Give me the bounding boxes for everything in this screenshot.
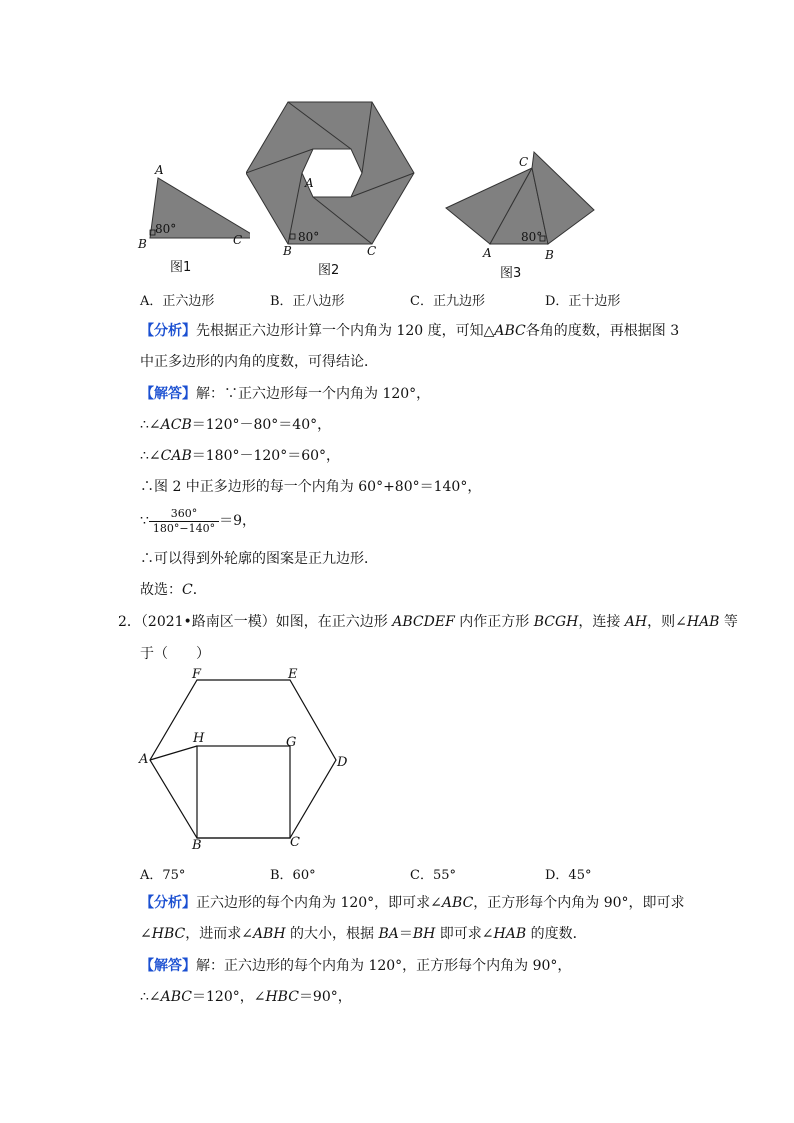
fig2-label-a: A — [305, 176, 314, 190]
q2-square — [197, 746, 290, 838]
q2-label-c: C — [290, 835, 300, 850]
q1-fraction: $\frac{360^\circ}{180^\circ-140^\circ}$ — [149, 507, 219, 536]
fig2-label-c: C — [367, 244, 377, 258]
fig3-angle-label: 80° — [521, 230, 543, 244]
q2-label-b: B — [192, 838, 202, 853]
q1-option-b: B．正八边形 — [270, 294, 345, 309]
q1-step-5: ∵ $\frac{360^\circ}{180^\circ-140^\circ}$ ＝9， — [140, 506, 257, 535]
q2-analysis-line-2: ∠HBC，进而求∠ABH 的大小，根据 BA＝BH 即可求∠HAB 的度数． — [140, 926, 587, 942]
q1-choice: 故选：C． — [140, 582, 207, 598]
fig2-label-b: B — [283, 244, 292, 258]
q2-stem-line-2: 于（ ） — [140, 646, 210, 662]
q1-step-4: ∴图 2 中正多边形的每一个内角为 60°+80°＝140°， — [140, 479, 482, 495]
fig2-angle-label: 80° — [298, 230, 320, 244]
q1-option-d: D．正十边形 — [545, 294, 621, 309]
q1-step-3: ∴∠CAB＝180°－120°＝60°， — [140, 448, 341, 464]
figure-2 — [246, 100, 416, 246]
fig3-label-b: B — [545, 248, 554, 262]
q2-stem-line-1: 2．（2021•路南区一模）如图，在正六边形 ABCDEF 内作正方形 BCGH，连接 AH，则∠HAB 等 — [118, 614, 738, 630]
q2-label-a: A — [139, 752, 149, 767]
q1-analysis-line-1: 【分析】先根据正六边形计算一个内角为 120 度，可知△ABC各角的度数，再根据图 3 — [140, 323, 680, 339]
fig1-angle-label: 80° — [155, 222, 177, 236]
fig1-label-c: C — [233, 233, 243, 247]
q2-option-a: A．75° — [140, 868, 186, 883]
q2-answer-line-1: 【解答】解：正六边形的每个内角为 120°，正方形每个内角为 90°， — [140, 958, 572, 974]
q1-step-2: ∴∠ACB＝120°－80°＝40°， — [140, 417, 332, 433]
fig1-label-b: B — [138, 237, 147, 251]
q1-analysis-tag: 【分析】 — [140, 323, 196, 339]
fig3-caption: 图3 — [500, 266, 522, 281]
q1-option-c: C．正九边形 — [410, 294, 485, 309]
q1-option-a: A．正六边形 — [140, 294, 215, 309]
q2-label-h: H — [193, 731, 205, 746]
q2-answer-tag: 【解答】 — [140, 958, 196, 974]
q1-analysis-line-2: 中正多边形的内角的度数，可得结论． — [140, 354, 378, 370]
q2-step-2: ∴∠ABC＝120°，∠HBC＝90°， — [140, 989, 352, 1005]
q2-analysis-line-1: 【分析】正六边形的每个内角为 120°，即可求∠ABC，正方形每个内角为 90°，即可求 — [140, 895, 685, 911]
q2-label-d: D — [337, 755, 348, 770]
q2-analysis-tag: 【分析】 — [140, 895, 196, 911]
fig1-caption: 图1 — [170, 260, 192, 275]
q2-hexagon — [150, 680, 336, 838]
fig3-label-a: A — [483, 246, 492, 260]
fig3-label-c: C — [519, 155, 529, 169]
q2-option-b: B．60° — [270, 868, 316, 883]
q1-answer-line-1: 【解答】解：∵正六边形每一个内角为 120°， — [140, 386, 431, 402]
q2-option-d: D．45° — [545, 868, 592, 883]
q1-step-6: ∴可以得到外轮廓的图案是正九边形． — [140, 551, 378, 567]
q1-answer-tag: 【解答】 — [140, 386, 196, 402]
fig2-caption: 图2 — [318, 263, 340, 278]
q2-hexagon-figure — [140, 670, 350, 850]
q2-label-e: E — [288, 667, 298, 682]
fig1-label-a: A — [155, 163, 164, 177]
q2-label-f: F — [192, 667, 202, 682]
q2-label-g: G — [286, 735, 297, 750]
q2-option-c: C．55° — [410, 868, 456, 883]
